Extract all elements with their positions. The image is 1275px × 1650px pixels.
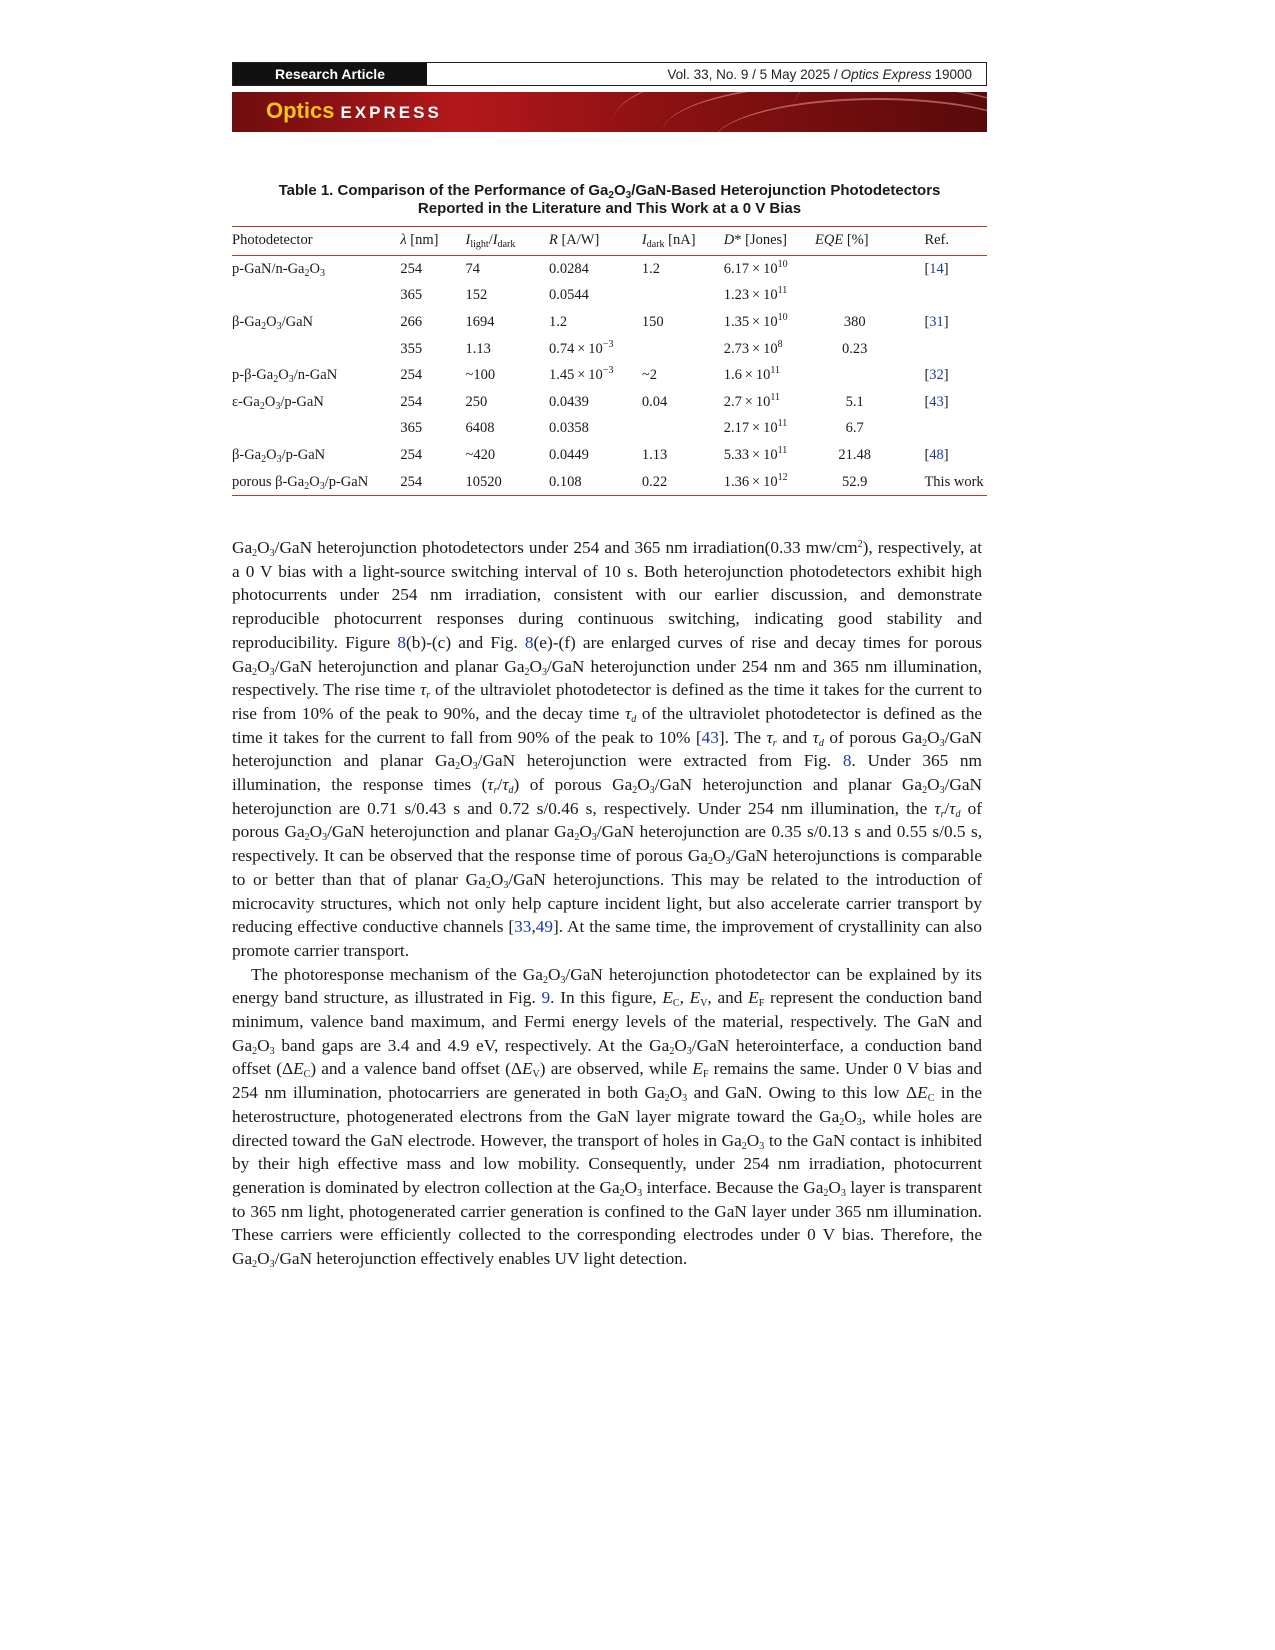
table-cell-d: $2.7 \times 10^{11}$ <box>723 391 781 410</box>
table-cell-idark: 0.04 <box>641 393 668 410</box>
table-cell-ratio: 152 <box>465 287 488 304</box>
col-photodetector: Photodetector <box>232 227 400 256</box>
table-cell-eqe: 380 <box>843 313 866 330</box>
table-cell-ratio: 1.13 <box>465 340 491 357</box>
table-cell-idark <box>642 416 724 443</box>
table-cell-eqe: 52.9 <box>815 469 924 496</box>
table-cell-d: $1.23 \times 10^{11}$ <box>723 285 788 304</box>
col-lambda: λ [nm] <box>400 227 465 256</box>
table-cell-lam: 254 <box>400 393 423 410</box>
table-cell-ratio: ~100 <box>465 367 496 384</box>
page-number: 19000 <box>934 66 972 82</box>
journal-banner <box>232 92 987 132</box>
table-cell-r: 1.2 <box>548 313 568 330</box>
table-cell-ratio: 74 <box>465 260 481 277</box>
col-ratio: $I_{light}/I_{dark}$ <box>466 227 549 256</box>
table-cell-det: $\beta-Ga_2O_3$/GaN <box>232 313 314 332</box>
table-cell-d: $1.36 \times 10^{12}$ <box>724 469 815 496</box>
citation-link[interactable]: 33 <box>514 917 532 937</box>
table-cell-idark: ~2 <box>641 367 658 384</box>
table-cell-d: $5.33 \times 10^{11}$ <box>723 444 788 463</box>
table-cell-eqe: 0.23 <box>842 340 868 357</box>
table-cell-ref[interactable]: [43] <box>924 393 949 410</box>
table-cell-lam: 365 <box>400 287 423 304</box>
col-eqe: EQE [%] <box>815 227 924 256</box>
table-cell-lam: 365 <box>400 420 423 437</box>
table-cell-ref[interactable]: [32] <box>924 367 949 384</box>
table-cell-d: $2.17 \times 10^{11}$ <box>723 418 788 437</box>
body-text <box>232 536 982 1271</box>
comparison-table <box>232 226 987 496</box>
table-header-row <box>232 227 987 256</box>
table-cell-ratio: 6408 <box>465 420 495 437</box>
table-cell-d: $6.17 \times 10^{10}$ <box>723 258 788 277</box>
table-cell-eqe: 5.1 <box>845 393 864 410</box>
table-cell-det: $p-GaN/n-Ga_2O_3$ <box>232 260 325 279</box>
table-row <box>232 442 987 469</box>
citation-link[interactable]: 43 <box>701 727 719 747</box>
fig-link[interactable]: 8 <box>397 632 406 652</box>
volume-info <box>427 63 986 85</box>
col-ref: Ref. <box>924 227 987 256</box>
table-row <box>232 362 987 389</box>
table-cell-det: $p-\beta-Ga_2O_3/n$-GaN <box>232 367 338 386</box>
table-cell-lam: 254 <box>400 367 423 384</box>
table-cell-ratio: ~420 <box>465 446 496 463</box>
table-cell-lam: 355 <box>400 340 423 357</box>
table-cell-r: 0.0284 <box>548 260 589 277</box>
table-cell-det <box>232 416 400 443</box>
table-row <box>232 336 987 363</box>
table-cell-ratio: 10520 <box>466 469 549 496</box>
table-caption: Table 1. Comparison of the Performance of $Ga_2O_3/GaN$-Based Heterojunction Photodetectors Reported in the Literature and This Work at a 0 V Bias <box>278 182 941 217</box>
table-cell-r: $1.45 \times 10^{-3}$ <box>548 365 614 384</box>
table-cell-ref[interactable]: [14] <box>924 260 949 277</box>
table-cell-det: $\beta-Ga_2O_3/p$-GaN <box>232 446 326 465</box>
col-d: D* [Jones] <box>724 227 815 256</box>
table-cell-eqe <box>815 362 924 389</box>
table-cell-ref: This work <box>924 469 987 496</box>
table-cell-ratio: 1694 <box>465 313 495 330</box>
table-cell-d: $1.35 \times 10^{10}$ <box>723 311 788 330</box>
table-cell-r: 0.0358 <box>548 420 589 437</box>
table-row <box>232 283 987 310</box>
table-cell-r: $0.74 \times 10^{-3}$ <box>548 338 614 357</box>
table-cell-eqe <box>815 283 924 310</box>
table-cell-idark: 150 <box>641 313 664 330</box>
table-cell-ref <box>924 336 987 363</box>
table-cell-idark: 0.22 <box>642 469 724 496</box>
volume-text: Vol. 33, No. 9 / 5 May 2025 / <box>667 66 838 82</box>
table-cell-ref[interactable]: [31] <box>924 313 949 330</box>
table-cell-r: 0.0544 <box>548 287 589 304</box>
table-cell-det: $\varepsilon-Ga_2O_3/p$-GaN <box>232 393 324 412</box>
table-cell-lam: 254 <box>400 469 465 496</box>
journal-name: Optics Express <box>840 66 932 82</box>
table-cell-idark <box>642 336 724 363</box>
table-cell-idark: 1.13 <box>641 446 668 463</box>
journal-logo: Optics EXPRESS <box>266 98 442 123</box>
table-row <box>232 416 987 443</box>
table-cell-ref[interactable]: [48] <box>924 446 949 463</box>
table-cell-r: 0.0449 <box>548 446 589 463</box>
table-row <box>232 256 987 283</box>
table-cell-det <box>232 283 400 310</box>
citation-link[interactable]: 49 <box>535 917 554 937</box>
table-cell-d: $2.73 \times 10^8$ <box>723 338 783 357</box>
table-cell-det <box>232 336 400 363</box>
table-cell-eqe: 6.7 <box>845 420 864 437</box>
table-cell-det: porous $\beta-Ga_2O_3/p$-GaN <box>232 469 400 496</box>
table-row <box>232 389 987 416</box>
fig-link[interactable]: 8 <box>524 632 534 652</box>
table-cell-ref <box>924 283 987 310</box>
table-cell-r: 0.0439 <box>548 393 589 410</box>
fig-link[interactable]: 8 <box>842 751 852 771</box>
col-r: R [A/W] <box>549 227 642 256</box>
fig-link[interactable]: 9 <box>541 988 551 1008</box>
table-cell-lam: 254 <box>400 446 423 463</box>
table-cell-ref <box>924 416 987 443</box>
table-cell-lam: 254 <box>400 260 423 277</box>
table-row <box>232 309 987 336</box>
table-cell-eqe: 21.48 <box>838 446 872 463</box>
table-cell-idark <box>642 283 724 310</box>
table-cell-lam: 266 <box>400 313 423 330</box>
table-cell-eqe <box>815 256 924 283</box>
paragraph-2: The photoresponse mechanism of the $Ga_2O_3$/GaN heterojunction photodetector can be explained by its energy band structure, as illustrated in Fig. 9. In this figure, $E_C$, $E_V$, and $E_F$ represent the conduction band minimum, valence band maximum, and Fermi energy levels of the material, respectively. The GaN and $Ga_2O_3$ band gaps are 3.4 and 4.9 eV, respectively. At the $Ga_2O_3$/GaN heterointerface, a conduction band offset $(\Delta E_C)$ and a valence band offset $(\Delta E_V)$ are observed, while $E_F$ remains the same. Under 0 V bias and 254 nm illumination, photocarriers are generated in both $Ga_2O_3$ and GaN. Owing to this low $\Delta E_C$ in the heterostructure, photogenerated electrons from the GaN layer migrate toward the $Ga_2O_3$, while holes are directed toward the GaN electrode. However, the transport of holes in $Ga_2O_3$ to the GaN contact is inhibited by their high effective mass and low mobility. Consequently, under 254 nm irradiation, photocurrent generation is dominated by electron collection at the $Ga_2O_3$ interface. Because the $Ga_2O_3$ layer is transparent to 365 nm light, photogenerated carrier generation is confined to the GaN layer under 365 nm illumination. These carriers were efficiently collected to the corresponding electrodes under 0 V bias. Therefore, the $Ga_2O_3$/GaN heterojunction effectively enables UV light detection. <box>232 964 983 1271</box>
paragraph-1: $Ga_2O_3$/GaN heterojunction photodetectors under 254 and 365 nm irradiation(0.33 $mw/cm^2$), respectively, at a 0 V bias with a light-source switching interval of 10 s. Both heterojunction photodetectors exhibit high photocurrents under 254 nm irradiation, consistent with our earlier discussion, and demonstrate reproducible photocurrent responses during continuous switching, indicating good stability and reproducibility. Figure 8(b)-(c) and Fig. 8(e)-(f) are enlarged curves of rise and decay times for porous $Ga_2O_3$/GaN heterojunction and planar $Ga_2O_3$/GaN heterojunction under 254 nm and 365 nm illumination, respectively. The rise time $\tau_r$ of the ultraviolet photodetector is defined as the time it takes for the current to rise from 10% of the peak to 90%, and the decay time $\tau_d$ of the ultraviolet photodetector is defined as the time it takes for the current to fall from 90% of the peak to 10% [43]. The $\tau_r$ and $\tau_d$ of porous $Ga_2O_3$/GaN heterojunction and planar $Ga_2O_3$/GaN heterojunction were extracted from Fig. 8. Under 365 nm illumination, the response times $(\tau_r/\tau_d)$ of porous $Ga_2O_3$/GaN heterojunction and planar $Ga_2O_3$/GaN heterojunction are 0.71 s/0.43 s and 0.72 s/0.46 s, respectively. Under 254 nm illumination, the $\tau_r/\tau_d$ of porous $Ga_2O_3$/GaN heterojunction and planar $Ga_2O_3$/GaN heterojunction are 0.35 s/0.13 s and 0.55 s/0.5 s, respectively. It can be observed that the response time of porous $Ga_2O_3$/GaN heterojunctions is comparable to or better than that of planar $Ga_2O_3$/GaN heterojunctions. This may be related to the introduction of microcavity structures, which not only help capture incident light, but also accelerate carrier transport by reducing effective conductive channels [33,49]. At the same time, the improvement of crystallinity can also promote carrier transport. <box>232 538 983 960</box>
table-cell-d: $1.6 \times 10^{11}$ <box>723 365 781 384</box>
table-cell-idark: 1.2 <box>641 260 661 277</box>
table-row <box>232 469 987 496</box>
col-idark: $I_{dark}$ [nA] <box>642 227 724 256</box>
journal-header <box>232 62 987 86</box>
table-cell-ratio: 250 <box>465 393 488 410</box>
article-type-label: Research Article <box>233 63 427 85</box>
table-cell-r: 0.108 <box>549 469 642 496</box>
